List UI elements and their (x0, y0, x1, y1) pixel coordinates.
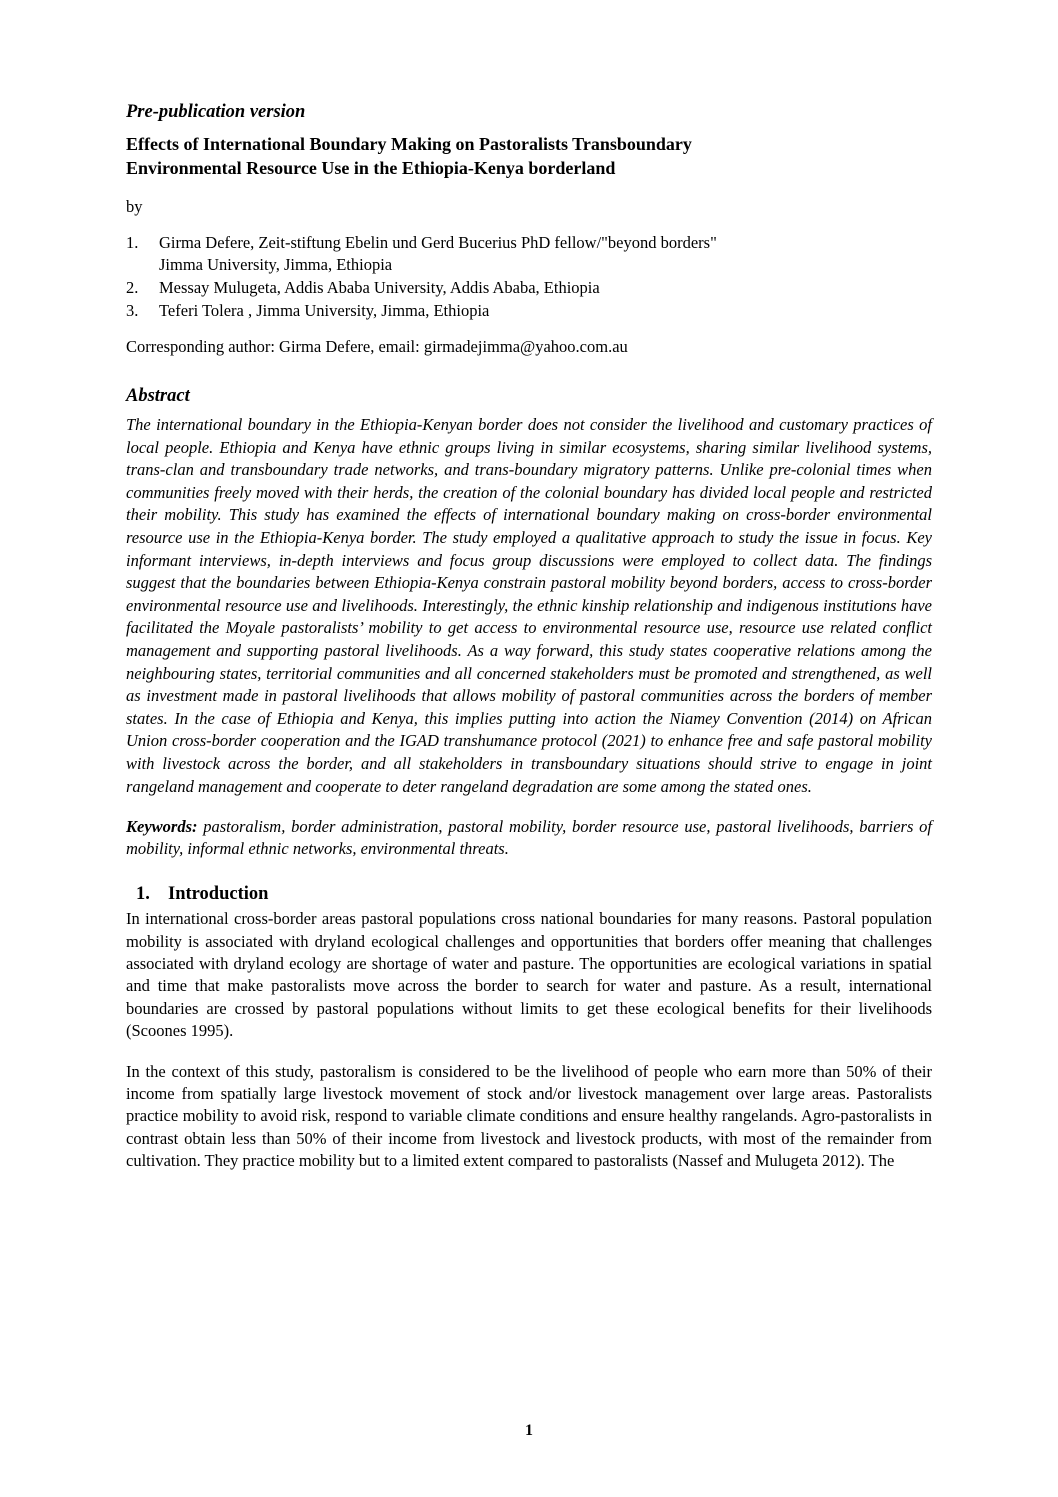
by-line: by (126, 197, 143, 216)
author-item (126, 277, 932, 299)
author-number: 3. (126, 301, 139, 320)
corresponding-author: Corresponding author: Girma Defere, email: girmadejimma@yahoo.com.au (126, 337, 628, 356)
author-number: 2. (126, 278, 139, 297)
author-affiliation-line: Jimma University, Jimma, Ethiopia (159, 255, 393, 274)
paper-title-line-2: Environmental Resource Use in the Ethiopia-Kenya borderland (126, 158, 616, 178)
keywords-label: Keywords: (126, 817, 198, 837)
author-item (126, 300, 932, 322)
keywords (126, 816, 932, 860)
keywords-text: pastoralism, border administration, pastoral mobility, border resource use, pastoral livelihoods, barriers of mobility, informal ethnic networks, environmental threats. (126, 817, 932, 859)
paper-title-line-1: Effects of International Boundary Making on Pastoralists Transboundary (126, 134, 692, 154)
author-affiliation-line: Messay Mulugeta, Addis Ababa University, Addis Ababa, Ethiopia (159, 278, 600, 297)
body-paragraph: In the context of this study, pastoralism is considered to be the livelihood of people who earn more than 50% of their income from spatially large livestock movement of stock and/or livestock management over large areas. Pastoralists practice mobility to avoid risk, respond to variable climate conditions and ensure healthy rangelands. Agro-pastoralists in contrast obtain less than 50% of their income from livestock and livestock products, with most of the remainder from cultivation. They practice mobility but to a limited extent compared to pastoralists (Nassef and Mulugeta 2012). The (126, 1061, 932, 1171)
author-item (126, 232, 932, 276)
author-affiliation-line: Girma Defere, Zeit-stiftung Ebelin und Gerd Bucerius PhD fellow/"beyond borders" (159, 233, 717, 252)
paper-title (126, 132, 932, 180)
author-list (126, 232, 932, 322)
section-title: Introduction (168, 884, 269, 905)
page-number: 1 (525, 1422, 533, 1439)
paper-page (126, 100, 932, 1173)
author-number: 1. (126, 233, 139, 252)
abstract-heading: Abstract (126, 386, 190, 406)
body-paragraph: In international cross-border areas pastoral populations cross national boundaries for many reasons. Pastoral population mobility is associated with dryland ecological challenges and opportunities that borders offer meaning that challenges associated with dryland ecology are shortage of water and pasture. The opportunities are ecological variations in spatial and time that make pastoralists move across the border to search for water and pasture. As a result, international boundaries are crossed by pastoral populations without limits to get these ecological benefits for their livelihoods (Scoones 1995). (126, 909, 932, 1041)
author-affiliation-line: Teferi Tolera , Jimma University, Jimma, Ethiopia (159, 301, 490, 320)
abstract-text: The international boundary in the Ethiopia-Kenyan border does not consider the livelihood and customary practices of local people. Ethiopia and Kenya have ethnic groups living in similar ecosystems, sharing similar livelihood systems, trans-clan and transboundary trade networks, and trans-boundary migratory patterns. Unlike pre-colonial times when communities freely moved with their herds, the creation of the colonial boundary has divided local people and restricted their mobility. This study has examined the effects of international boundary making on cross-border environmental resource use in the Ethiopia-Kenya border. The study employed a qualitative approach to study the issue in focus. Key informant interviews, in-depth interviews and focus group discussions were employed to collect data. The findings suggest that the boundaries between Ethiopia-Kenya constrain pastoral mobility beyond borders, access to cross-border environmental resource use and livelihoods. Interestingly, the ethnic kinship relationship and indigenous institutions have facilitated the Moyale pastoralists’ mobility to get access to environmental resource use, resource use related conflict management and supporting pastoral livelihoods. As a way forward, this study states cooperative relations among the neighbouring states, territorial communities and all concerned stakeholders must be promoted and strengthened, as well as investment made in pastoral livelihoods that allows mobility of pastoral communities across the borders of member states. In the case of Ethiopia and Kenya, this implies putting into action the Niamey Convention (2014) on African Union cross-border cooperation and the IGAD transhumance protocol (2021) to enhance free and safe pastoral mobility with livestock across the border, and all stakeholders in transboundary situations should strive to engage in joint rangeland management and cooperate to deter rangeland degradation are some among the stated ones. (126, 415, 932, 796)
prepublication-label: Pre-publication version (126, 102, 306, 122)
section-number: 1. (136, 884, 150, 905)
section-heading-introduction (136, 882, 932, 906)
